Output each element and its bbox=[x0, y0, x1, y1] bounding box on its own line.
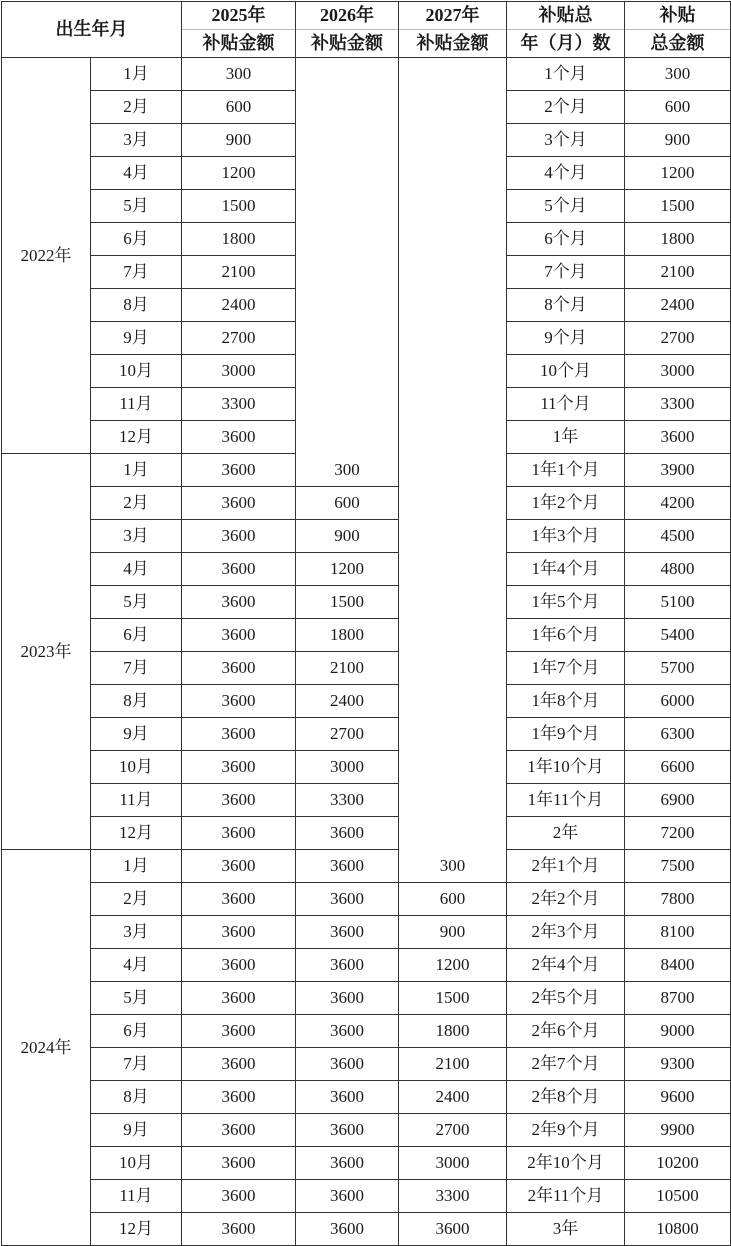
month-cell: 10月 bbox=[91, 355, 182, 388]
month-cell: 12月 bbox=[91, 1213, 182, 1246]
subsidy-table bbox=[1, 1, 731, 1246]
table-row bbox=[2, 487, 731, 520]
amount-2026-cell bbox=[296, 190, 399, 223]
amount-2026-cell: 3600 bbox=[296, 1015, 399, 1048]
total-cell: 3600 bbox=[625, 421, 731, 454]
period-cell: 2年6个月 bbox=[507, 1015, 625, 1048]
table-row bbox=[2, 1180, 731, 1213]
table-row bbox=[2, 949, 731, 982]
amount-2025-cell: 3600 bbox=[182, 718, 296, 751]
amount-2027-cell bbox=[399, 322, 507, 355]
table-row bbox=[2, 784, 731, 817]
total-cell: 6000 bbox=[625, 685, 731, 718]
birth-year-cell: 2023年 bbox=[2, 454, 91, 850]
table-row bbox=[2, 289, 731, 322]
total-cell: 6900 bbox=[625, 784, 731, 817]
amount-2025-cell: 3600 bbox=[182, 982, 296, 1015]
amount-2027-cell bbox=[399, 586, 507, 619]
table-row bbox=[2, 916, 731, 949]
amount-2025-cell: 3000 bbox=[182, 355, 296, 388]
header-2027-year: 2027年 bbox=[399, 2, 506, 30]
header-2026-label: 补贴金额 bbox=[311, 33, 383, 53]
amount-2025-cell: 1200 bbox=[182, 157, 296, 190]
total-cell: 1500 bbox=[625, 190, 731, 223]
amount-2027-cell bbox=[399, 520, 507, 553]
amount-2025-cell: 3600 bbox=[182, 586, 296, 619]
table-row bbox=[2, 124, 731, 157]
total-cell: 6300 bbox=[625, 718, 731, 751]
header-2026-year: 2026年 bbox=[296, 2, 398, 30]
total-cell: 2400 bbox=[625, 289, 731, 322]
month-cell: 6月 bbox=[91, 619, 182, 652]
table-row bbox=[2, 553, 731, 586]
period-cell: 11个月 bbox=[507, 388, 625, 421]
total-cell: 1200 bbox=[625, 157, 731, 190]
period-cell: 1年 bbox=[507, 421, 625, 454]
amount-2027-cell bbox=[399, 355, 507, 388]
period-cell: 9个月 bbox=[507, 322, 625, 355]
amount-2026-cell: 3600 bbox=[296, 1147, 399, 1180]
period-cell: 8个月 bbox=[507, 289, 625, 322]
amount-2027-cell bbox=[399, 685, 507, 718]
amount-2026-cell: 3600 bbox=[296, 982, 399, 1015]
month-cell: 4月 bbox=[91, 157, 182, 190]
table-row bbox=[2, 388, 731, 421]
amount-2025-cell: 3600 bbox=[182, 1081, 296, 1114]
amount-2025-cell: 1500 bbox=[182, 190, 296, 223]
table-row bbox=[2, 685, 731, 718]
month-cell: 9月 bbox=[91, 322, 182, 355]
table-row bbox=[2, 1081, 731, 1114]
period-cell: 2年 bbox=[507, 817, 625, 850]
period-cell: 1年1个月 bbox=[507, 454, 625, 487]
amount-2027-cell bbox=[399, 553, 507, 586]
amount-2026-cell: 3600 bbox=[296, 883, 399, 916]
amount-2025-cell: 3600 bbox=[182, 421, 296, 454]
period-cell: 10个月 bbox=[507, 355, 625, 388]
table-row bbox=[2, 817, 731, 850]
total-cell: 9600 bbox=[625, 1081, 731, 1114]
period-cell: 4个月 bbox=[507, 157, 625, 190]
amount-2026-cell: 3600 bbox=[296, 1213, 399, 1246]
amount-2026-cell bbox=[296, 256, 399, 289]
amount-2025-cell: 3600 bbox=[182, 751, 296, 784]
header-total-line1: 补贴 bbox=[625, 2, 730, 30]
period-cell: 2年10个月 bbox=[507, 1147, 625, 1180]
month-cell: 8月 bbox=[91, 1081, 182, 1114]
amount-2025-cell: 600 bbox=[182, 91, 296, 124]
header-birth-month: 出生年月 bbox=[2, 2, 182, 58]
birth-year-cell: 2022年 bbox=[2, 58, 91, 454]
amount-2027-cell bbox=[399, 223, 507, 256]
period-cell: 2年3个月 bbox=[507, 916, 625, 949]
table-row bbox=[2, 256, 731, 289]
table-row bbox=[2, 355, 731, 388]
amount-2027-cell: 1200 bbox=[399, 949, 507, 982]
amount-2026-cell bbox=[296, 124, 399, 157]
month-cell: 5月 bbox=[91, 982, 182, 1015]
month-cell: 10月 bbox=[91, 1147, 182, 1180]
total-cell: 8400 bbox=[625, 949, 731, 982]
amount-2027-cell bbox=[399, 619, 507, 652]
amount-2025-cell: 3600 bbox=[182, 1015, 296, 1048]
month-cell: 9月 bbox=[91, 1114, 182, 1147]
total-cell: 7200 bbox=[625, 817, 731, 850]
amount-2026-cell bbox=[296, 223, 399, 256]
period-cell: 2年1个月 bbox=[507, 850, 625, 883]
period-cell: 3个月 bbox=[507, 124, 625, 157]
month-cell: 3月 bbox=[91, 916, 182, 949]
amount-2027-cell bbox=[399, 58, 507, 91]
month-cell: 1月 bbox=[91, 58, 182, 91]
header-2025-label: 补贴金额 bbox=[202, 33, 275, 53]
header-2027-label: 补贴金额 bbox=[416, 33, 489, 53]
month-cell: 11月 bbox=[91, 784, 182, 817]
amount-2026-cell: 900 bbox=[296, 520, 399, 553]
period-cell: 1年11个月 bbox=[507, 784, 625, 817]
period-cell: 5个月 bbox=[507, 190, 625, 223]
month-cell: 2月 bbox=[91, 883, 182, 916]
table-row bbox=[2, 190, 731, 223]
total-cell: 7800 bbox=[625, 883, 731, 916]
table-row bbox=[2, 454, 731, 487]
amount-2026-cell: 3600 bbox=[296, 916, 399, 949]
period-cell: 2年4个月 bbox=[507, 949, 625, 982]
month-cell: 4月 bbox=[91, 553, 182, 586]
amount-2025-cell: 300 bbox=[182, 58, 296, 91]
amount-2025-cell: 3600 bbox=[182, 1048, 296, 1081]
amount-2025-cell: 2100 bbox=[182, 256, 296, 289]
month-cell: 12月 bbox=[91, 817, 182, 850]
amount-2027-cell: 900 bbox=[399, 916, 507, 949]
table-row bbox=[2, 1114, 731, 1147]
amount-2025-cell: 2400 bbox=[182, 289, 296, 322]
month-cell: 5月 bbox=[91, 586, 182, 619]
period-cell: 1年7个月 bbox=[507, 652, 625, 685]
amount-2027-cell bbox=[399, 157, 507, 190]
amount-2027-cell bbox=[399, 454, 507, 487]
period-cell: 2年7个月 bbox=[507, 1048, 625, 1081]
total-cell: 9300 bbox=[625, 1048, 731, 1081]
table-row bbox=[2, 421, 731, 454]
amount-2026-cell: 600 bbox=[296, 487, 399, 520]
birth-year-cell: 2024年 bbox=[2, 850, 91, 1246]
table-row bbox=[2, 1015, 731, 1048]
period-cell: 2年2个月 bbox=[507, 883, 625, 916]
header-total bbox=[625, 2, 731, 58]
amount-2026-cell: 3600 bbox=[296, 949, 399, 982]
amount-2027-cell: 2100 bbox=[399, 1048, 507, 1081]
table-row bbox=[2, 586, 731, 619]
amount-2026-cell: 3000 bbox=[296, 751, 399, 784]
amount-2025-cell: 3600 bbox=[182, 553, 296, 586]
amount-2026-cell: 3600 bbox=[296, 1180, 399, 1213]
month-cell: 7月 bbox=[91, 1048, 182, 1081]
total-cell: 9000 bbox=[625, 1015, 731, 1048]
amount-2025-cell: 3600 bbox=[182, 1114, 296, 1147]
amount-2025-cell: 3600 bbox=[182, 487, 296, 520]
total-cell: 10200 bbox=[625, 1147, 731, 1180]
month-cell: 9月 bbox=[91, 718, 182, 751]
amount-2025-cell: 3600 bbox=[182, 520, 296, 553]
amount-2027-cell bbox=[399, 289, 507, 322]
month-cell: 6月 bbox=[91, 1015, 182, 1048]
total-cell: 9900 bbox=[625, 1114, 731, 1147]
period-cell: 1年5个月 bbox=[507, 586, 625, 619]
period-cell: 2年8个月 bbox=[507, 1081, 625, 1114]
amount-2025-cell: 3600 bbox=[182, 817, 296, 850]
month-cell: 10月 bbox=[91, 751, 182, 784]
amount-2027-cell: 300 bbox=[399, 850, 507, 883]
total-cell: 5400 bbox=[625, 619, 731, 652]
period-cell: 1年2个月 bbox=[507, 487, 625, 520]
month-cell: 8月 bbox=[91, 289, 182, 322]
total-cell: 4800 bbox=[625, 553, 731, 586]
amount-2026-cell bbox=[296, 355, 399, 388]
amount-2027-cell bbox=[399, 124, 507, 157]
period-cell: 6个月 bbox=[507, 223, 625, 256]
amount-2025-cell: 1800 bbox=[182, 223, 296, 256]
total-cell: 8100 bbox=[625, 916, 731, 949]
period-cell: 1个月 bbox=[507, 58, 625, 91]
header-total-line2: 总金额 bbox=[650, 33, 705, 53]
amount-2026-cell: 1500 bbox=[296, 586, 399, 619]
amount-2027-cell: 3600 bbox=[399, 1213, 507, 1246]
amount-2027-cell bbox=[399, 190, 507, 223]
amount-2026-cell: 3600 bbox=[296, 1114, 399, 1147]
amount-2027-cell: 1800 bbox=[399, 1015, 507, 1048]
table-row bbox=[2, 718, 731, 751]
amount-2026-cell: 2400 bbox=[296, 685, 399, 718]
header-2027 bbox=[399, 2, 507, 58]
amount-2026-cell bbox=[296, 157, 399, 190]
amount-2025-cell: 3600 bbox=[182, 916, 296, 949]
amount-2025-cell: 3300 bbox=[182, 388, 296, 421]
total-cell: 600 bbox=[625, 91, 731, 124]
month-cell: 1月 bbox=[91, 850, 182, 883]
amount-2027-cell bbox=[399, 388, 507, 421]
amount-2027-cell: 2700 bbox=[399, 1114, 507, 1147]
month-cell: 3月 bbox=[91, 520, 182, 553]
amount-2025-cell: 3600 bbox=[182, 454, 296, 487]
table-row bbox=[2, 652, 731, 685]
amount-2027-cell bbox=[399, 487, 507, 520]
amount-2027-cell bbox=[399, 718, 507, 751]
amount-2027-cell bbox=[399, 751, 507, 784]
table-row bbox=[2, 619, 731, 652]
period-cell: 1年6个月 bbox=[507, 619, 625, 652]
amount-2027-cell: 600 bbox=[399, 883, 507, 916]
amount-2025-cell: 3600 bbox=[182, 949, 296, 982]
period-cell: 1年8个月 bbox=[507, 685, 625, 718]
amount-2025-cell: 3600 bbox=[182, 1180, 296, 1213]
amount-2026-cell bbox=[296, 421, 399, 454]
amount-2026-cell bbox=[296, 388, 399, 421]
table-row bbox=[2, 157, 731, 190]
total-cell: 900 bbox=[625, 124, 731, 157]
total-cell: 2700 bbox=[625, 322, 731, 355]
total-cell: 8700 bbox=[625, 982, 731, 1015]
amount-2026-cell: 2700 bbox=[296, 718, 399, 751]
month-cell: 7月 bbox=[91, 652, 182, 685]
total-cell: 300 bbox=[625, 58, 731, 91]
amount-2027-cell bbox=[399, 256, 507, 289]
total-cell: 3300 bbox=[625, 388, 731, 421]
amount-2025-cell: 3600 bbox=[182, 685, 296, 718]
total-cell: 3900 bbox=[625, 454, 731, 487]
total-cell: 1800 bbox=[625, 223, 731, 256]
amount-2026-cell: 1200 bbox=[296, 553, 399, 586]
header-period-line2: 年（月）数 bbox=[520, 33, 611, 53]
amount-2027-cell: 2400 bbox=[399, 1081, 507, 1114]
header-period bbox=[507, 2, 625, 58]
amount-2025-cell: 3600 bbox=[182, 652, 296, 685]
amount-2026-cell bbox=[296, 289, 399, 322]
total-cell: 2100 bbox=[625, 256, 731, 289]
month-cell: 11月 bbox=[91, 388, 182, 421]
amount-2027-cell bbox=[399, 784, 507, 817]
period-cell: 1年10个月 bbox=[507, 751, 625, 784]
amount-2026-cell bbox=[296, 58, 399, 91]
amount-2025-cell: 3600 bbox=[182, 784, 296, 817]
amount-2025-cell: 3600 bbox=[182, 619, 296, 652]
month-cell: 7月 bbox=[91, 256, 182, 289]
period-cell: 2年9个月 bbox=[507, 1114, 625, 1147]
amount-2025-cell: 3600 bbox=[182, 883, 296, 916]
month-cell: 12月 bbox=[91, 421, 182, 454]
header-2026 bbox=[296, 2, 399, 58]
table-row bbox=[2, 883, 731, 916]
table-row bbox=[2, 322, 731, 355]
period-cell: 1年3个月 bbox=[507, 520, 625, 553]
total-cell: 5100 bbox=[625, 586, 731, 619]
amount-2027-cell bbox=[399, 652, 507, 685]
total-cell: 5700 bbox=[625, 652, 731, 685]
total-cell: 7500 bbox=[625, 850, 731, 883]
header-row bbox=[2, 2, 731, 58]
period-cell: 1年9个月 bbox=[507, 718, 625, 751]
header-2025 bbox=[182, 2, 296, 58]
amount-2026-cell: 3600 bbox=[296, 1081, 399, 1114]
amount-2025-cell: 900 bbox=[182, 124, 296, 157]
period-cell: 1年4个月 bbox=[507, 553, 625, 586]
amount-2025-cell: 3600 bbox=[182, 1147, 296, 1180]
amount-2027-cell bbox=[399, 817, 507, 850]
month-cell: 8月 bbox=[91, 685, 182, 718]
total-cell: 3000 bbox=[625, 355, 731, 388]
amount-2026-cell bbox=[296, 322, 399, 355]
amount-2027-cell bbox=[399, 91, 507, 124]
month-cell: 11月 bbox=[91, 1180, 182, 1213]
table-row bbox=[2, 751, 731, 784]
period-cell: 3年 bbox=[507, 1213, 625, 1246]
amount-2026-cell: 300 bbox=[296, 454, 399, 487]
amount-2027-cell bbox=[399, 421, 507, 454]
amount-2026-cell: 3600 bbox=[296, 1048, 399, 1081]
table-row bbox=[2, 1213, 731, 1246]
period-cell: 2年5个月 bbox=[507, 982, 625, 1015]
amount-2026-cell: 3600 bbox=[296, 850, 399, 883]
amount-2027-cell: 3300 bbox=[399, 1180, 507, 1213]
amount-2026-cell: 3300 bbox=[296, 784, 399, 817]
amount-2026-cell: 3600 bbox=[296, 817, 399, 850]
month-cell: 6月 bbox=[91, 223, 182, 256]
month-cell: 1月 bbox=[91, 454, 182, 487]
month-cell: 4月 bbox=[91, 949, 182, 982]
table-row bbox=[2, 91, 731, 124]
table-body bbox=[2, 58, 731, 1246]
amount-2026-cell: 2100 bbox=[296, 652, 399, 685]
period-cell: 7个月 bbox=[507, 256, 625, 289]
total-cell: 10500 bbox=[625, 1180, 731, 1213]
total-cell: 4200 bbox=[625, 487, 731, 520]
table-row bbox=[2, 982, 731, 1015]
period-cell: 2年11个月 bbox=[507, 1180, 625, 1213]
amount-2025-cell: 3600 bbox=[182, 850, 296, 883]
amount-2026-cell: 1800 bbox=[296, 619, 399, 652]
period-cell: 2个月 bbox=[507, 91, 625, 124]
header-period-line1: 补贴总 bbox=[507, 2, 624, 30]
table-row bbox=[2, 1147, 731, 1180]
month-cell: 2月 bbox=[91, 91, 182, 124]
amount-2027-cell: 3000 bbox=[399, 1147, 507, 1180]
table-row bbox=[2, 223, 731, 256]
amount-2025-cell: 3600 bbox=[182, 1213, 296, 1246]
month-cell: 3月 bbox=[91, 124, 182, 157]
total-cell: 10800 bbox=[625, 1213, 731, 1246]
table-row bbox=[2, 58, 731, 91]
amount-2025-cell: 2700 bbox=[182, 322, 296, 355]
total-cell: 4500 bbox=[625, 520, 731, 553]
amount-2027-cell: 1500 bbox=[399, 982, 507, 1015]
month-cell: 2月 bbox=[91, 487, 182, 520]
total-cell: 6600 bbox=[625, 751, 731, 784]
table-row bbox=[2, 520, 731, 553]
header-2025-year: 2025年 bbox=[182, 2, 295, 30]
table-row bbox=[2, 1048, 731, 1081]
table-row bbox=[2, 850, 731, 883]
amount-2026-cell bbox=[296, 91, 399, 124]
month-cell: 5月 bbox=[91, 190, 182, 223]
